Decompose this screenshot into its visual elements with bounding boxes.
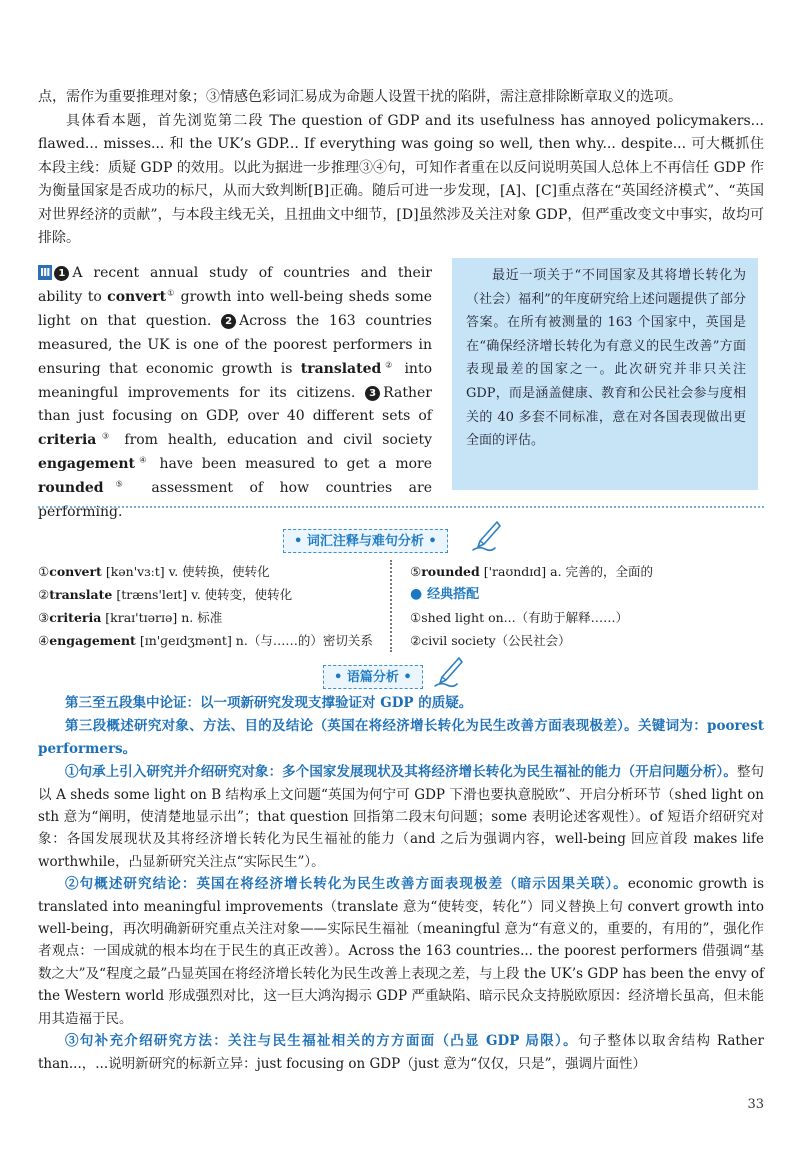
bullet-icon: ● (410, 586, 428, 602)
collocation-item: ②civil society（公民社会） (410, 633, 571, 648)
vocab-word: engagement (49, 633, 136, 648)
keyword: convert (107, 288, 167, 305)
vocab-entry: ①convert [kən'vɜːt] v. 使转换，使转化 (38, 564, 270, 579)
vocab-section-title: • 词汇注释与难句分析 • (283, 529, 448, 553)
footnote-mark: ② (381, 359, 397, 369)
analysis-heading: 第三段概述研究对象、方法、目的及结论（英国在将经济增长转化为民生改善方面表现极差）。关键词为：poorest performers。 (38, 718, 764, 757)
keyword: engagement (38, 456, 136, 473)
collocation-heading: ● 经典搭配 (410, 586, 480, 602)
footnote-mark: ④ (135, 455, 151, 465)
vocab-word: rounded (421, 564, 480, 579)
sentence-text: into meaningful improvements for its citizens. (38, 360, 433, 401)
footnote-mark: ① (166, 288, 176, 298)
keyword: rounded (38, 480, 104, 497)
pen-icon (471, 519, 501, 553)
vocab-entry: ⑤rounded ['raʊndɪd] a. 完善的，全面的 (410, 564, 654, 579)
vocab-right-column (410, 560, 760, 652)
footnote-mark: ⑤ (103, 479, 135, 489)
analysis-text: 句子整体以取舍结构 Rather than...，...说明新研究的标新立异：just focusing on GDP（just 意为“仅仅，只是”，强调片面性） (38, 1033, 764, 1072)
analysis-paragraph (38, 873, 764, 1030)
sentence-text: A recent annual study of countries and their ability to (38, 265, 432, 305)
sentence-text: Across the 163 countries measured, the UK is one of the poorest performers in ensuring that economic growth is (38, 312, 432, 377)
vocab-list (38, 560, 388, 652)
column-divider (390, 560, 402, 652)
sentence-text: assessment of how countries are performing. (38, 480, 433, 521)
analysis-text: economic growth is translated into meaningful improvements（translate 意为“使转变，转化”）同义替换上句 convert growth into well-being，再次明确新研究重点关注对象——实际民生福祉（meaningful 意为“有意义的，重要的，有用的”，强化作者观点：一国成就的根本均在于民生的真正改善）。Across the 163 countries... the poorest performers 借强调“基数之大”及“程度之最”凸显英国在将经济增长转化为民生改善上表现之差，与上段 the UK’s GDP has been the envy of the Western world 形成强烈对比，这一巨大鸿沟揭示 GDP 严重缺陷、暗示民众支持脱欧原因：经济增长虽高，但未能用其造福于民。 (38, 876, 765, 1027)
explanation-line: 点，需作为重要推理对象；③情感色彩词汇易成为命题人设置干扰的陷阱，需注意排除断章取义的选项。 (38, 89, 682, 105)
passage-english (38, 262, 432, 525)
sentence-number: 2 (221, 314, 236, 329)
sentence-number: 1 (54, 266, 69, 281)
analysis-title-text: 语篇分析 (346, 670, 399, 685)
analysis-paragraph (38, 1030, 764, 1075)
sentence-text: Rather than just focusing on GDP, over 40 different sets of (38, 384, 432, 425)
reading-passage (38, 262, 764, 521)
explanation-section (38, 86, 764, 251)
paragraph-number-badge: Ⅲ (40, 266, 51, 279)
vocab-entry: ④engagement [ɪn'ɡeɪdʒmənt] n.（与……的）密切关系 (38, 633, 373, 648)
analysis-section (38, 692, 764, 1075)
analysis-heading: 第三至五段集中论证：以一项新研究发现支撑验证对 GDP 的质疑。 (65, 695, 473, 711)
footnote-mark: ③ (96, 431, 115, 441)
pen-icon (433, 655, 463, 689)
explanation-paragraph: 具体看本题，首先浏览第二段 The question of GDP and its usefulness has annoyed policymakers... flawed... misses... 和 the UK’s GDP... If everything was going so well, then why... despite... 可大概抓住本段主线：质疑 GDP 的效用。以此为据进一步推理③④句，可知作者重在以反问说明英国人总体上不再信任 GDP 作为衡量国家是否成功的标尺，从而大致判断[B]正确。随后可进一步发现，[A]、[C]重点落在“英国经济模式”、“英国对世界经济的贡献”，与本段主线无关，且扭曲文中细节，[D]虽然涉及关注对象 GDP，但严重改变文中事实，故均可排除。 (38, 112, 764, 246)
passage-translation: 最近一项关于“不同国家及其将增长转化为（社会）福利”的年度研究给上述问题提供了部分答案。在所有被测量的 163 个国家中，英国是在“确保经济增长转化为有意义的民生改善”方面表现最差的国家之一。此次研究并非只关注 GDP，而是涵盖健康、教育和公民社会参与度相关的 40 多套不同标准，意在对各国表现做出更全面的评估。 (452, 258, 758, 490)
section-divider (38, 506, 764, 508)
page-number: 33 (747, 1097, 764, 1112)
vocab-entry: ②translate [træns'leɪt] v. 使转变，使转化 (38, 587, 293, 602)
vocab-word: translate (49, 587, 113, 602)
vocab-section (38, 560, 764, 652)
analysis-paragraph (38, 761, 764, 873)
vocab-word: criteria (49, 610, 102, 625)
analysis-text: 整句以 A sheds some light on B 结构承上文问题“英国为何宁可 GDP 下滑也要执意脱欧”、开启分析环节（shed light on sth 意为“阐明，使清楚地显示出”；that question 回指第二段末句问题；some 表明论述客观性）。of 短语介绍研究对象：各国发展现状及其将经济增长转化为民生福祉的能力（and 之后为强调内容，well-being 回应首段 makes life worthwhile，凸显新研究关注点“实际民生”）。 (38, 764, 765, 870)
analysis-section-title: • 语篇分析 • (323, 665, 423, 689)
vocab-entry: ③criteria [kraɪ'tɪərɪə] n. 标准 (38, 610, 223, 625)
sentence-number: 3 (365, 386, 380, 401)
sentence-text: from health, education and civil society (114, 432, 433, 449)
sentence-text: have been measured to get a more (150, 456, 433, 473)
sentence-text: growth into well-being sheds some light on that question. (38, 288, 433, 329)
analysis-point: ①句承上引入研究并介绍研究对象：多个国家发展现状及其将经济增长转化为民生福祉的能力（开启问题分析）。 (65, 764, 737, 781)
analysis-point: ②句概述研究结论：英国在将经济增长转化为民生改善方面表现极差（暗示因果关联）。 (65, 876, 628, 893)
vocab-title-text: 词汇注释与难句分析 (306, 534, 424, 549)
keyword: criteria (38, 432, 97, 449)
collocation-item: ①shed light on...（有助于解释……） (410, 610, 629, 625)
keyword: translated (300, 360, 382, 377)
analysis-point: ③句补充介绍研究方法：关注与民生福祉相关的方方面面（凸显 GDP 局限）。 (65, 1033, 578, 1050)
vocab-word: convert (49, 564, 102, 579)
